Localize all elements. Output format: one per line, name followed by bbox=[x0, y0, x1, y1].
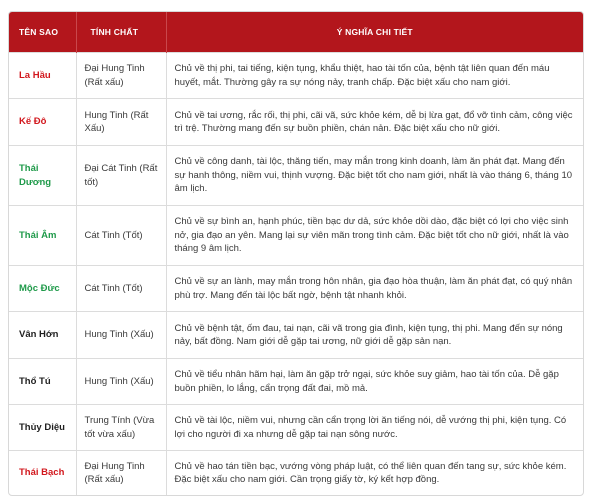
table-body bbox=[9, 53, 583, 496]
star-property: Hung Tinh (Xấu) bbox=[76, 359, 166, 405]
table-row bbox=[9, 405, 583, 451]
star-property: Đại Cát Tinh (Rất tốt) bbox=[76, 146, 166, 206]
table-row bbox=[9, 451, 583, 496]
star-meaning: Chủ về bệnh tật, ốm đau, tai nạn, cãi vã trong gia đình, kiện tụng, thị phi. Mang đến sự nóng nảy, bất đồng. Nam giới dễ gặp tai ương, nữ giới dễ gặp sản nạn. bbox=[166, 312, 583, 359]
star-property: Cát Tinh (Tốt) bbox=[76, 266, 166, 312]
star-name: Thổ Tú bbox=[9, 359, 76, 405]
table-row bbox=[9, 312, 583, 359]
star-meaning: Chủ về tiểu nhân hãm hại, làm ăn gặp trở ngại, sức khỏe suy giảm, hao tài tốn của. Dễ gặp buồn phiền, lo lắng, cẩn trọng đất đai, mồ mả. bbox=[166, 359, 583, 405]
star-name: La Hầu bbox=[9, 53, 76, 99]
star-meaning: Chủ về công danh, tài lộc, thăng tiến, may mắn trong kinh doanh, làm ăn phát đạt. Mang đến sự hanh thông, niềm vui, thịnh vượng. Đặc biệt tốt cho nam giới, nhất là vào tháng 6, tháng 10 âm lịch. bbox=[166, 146, 583, 206]
star-property: Cát Tinh (Tốt) bbox=[76, 206, 166, 266]
star-property: Đại Hung Tinh (Rất xấu) bbox=[76, 451, 166, 496]
star-property: Trung Tính (Vừa tốt vừa xấu) bbox=[76, 405, 166, 451]
star-name: Kế Đô bbox=[9, 99, 76, 146]
table bbox=[9, 12, 583, 495]
star-name: Thái Dương bbox=[9, 146, 76, 206]
header-property: TÍNH CHẤT bbox=[76, 12, 166, 53]
star-property: Đại Hung Tinh (Rất xấu) bbox=[76, 53, 166, 99]
star-meaning: Chủ về thị phi, tai tiếng, kiện tụng, khẩu thiệt, hao tài tốn của, bệnh tật liên quan đến máu huyết, mắt. Thường gây ra sự nóng nảy, tranh chấp. Đặc biệt xấu cho nam giới. bbox=[166, 53, 583, 99]
star-meaning: Chủ về tai ương, rắc rối, thị phi, cãi vã, sức khỏe kém, dễ bị lừa gạt, đổ vỡ tình cảm, công việc trì trệ. Thường mang đến sự buồn phiền, chán nản. Đặc biệt xấu cho nữ giới. bbox=[166, 99, 583, 146]
table-row bbox=[9, 146, 583, 206]
header-meaning: Ý NGHĨA CHI TIẾT bbox=[166, 12, 583, 53]
table-row bbox=[9, 266, 583, 312]
star-name: Thủy Diệu bbox=[9, 405, 76, 451]
table-header bbox=[9, 12, 583, 53]
star-meaning-table bbox=[8, 11, 584, 496]
header-star-name: TÊN SAO bbox=[9, 12, 76, 53]
star-property: Hung Tinh (Xấu) bbox=[76, 312, 166, 359]
table-row bbox=[9, 359, 583, 405]
star-name: Vân Hớn bbox=[9, 312, 76, 359]
star-meaning: Chủ về sự bình an, hạnh phúc, tiền bạc dư dả, sức khỏe dồi dào, đặc biệt có lợi cho việc sinh nở, gia đạo an yên. Mang lại sự viên mãn trong tình cảm. Đặc biệt tốt cho nữ giới, nhất là vào tháng 9 âm lịch. bbox=[166, 206, 583, 266]
star-name: Thái Bạch bbox=[9, 451, 76, 496]
table-row bbox=[9, 53, 583, 99]
star-name: Mộc Đức bbox=[9, 266, 76, 312]
header-row bbox=[9, 12, 583, 53]
table-row bbox=[9, 206, 583, 266]
star-name: Thái Âm bbox=[9, 206, 76, 266]
star-meaning: Chủ về hao tán tiền bạc, vướng vòng pháp luật, có thể liên quan đến tang sự, sức khỏe kém. Đặc biệt xấu cho nam giới. Cần trọng giấy tờ, ký kết hợp đồng. bbox=[166, 451, 583, 496]
star-meaning: Chủ về sự an lành, may mắn trong hôn nhân, gia đạo hòa thuận, làm ăn phát đạt, có quý nhân phù trợ. Mang đến tài lộc bất ngờ, bệnh tật nhanh khỏi. bbox=[166, 266, 583, 312]
star-meaning: Chủ về tài lộc, niềm vui, nhưng cần cẩn trọng lời ăn tiếng nói, dễ vướng thị phi, kiện tụng. Có lợi cho người đi xa nhưng dễ gặp tai nạn sông nước. bbox=[166, 405, 583, 451]
table-row bbox=[9, 99, 583, 146]
star-property: Hung Tinh (Rất Xấu) bbox=[76, 99, 166, 146]
